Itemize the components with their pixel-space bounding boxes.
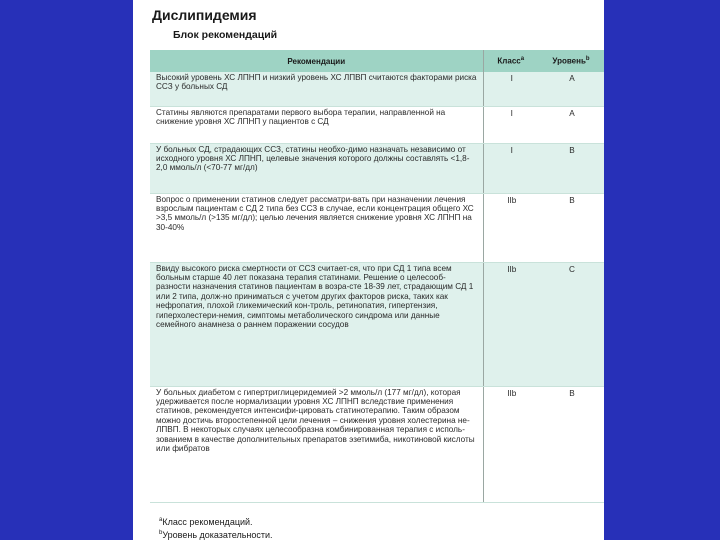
footnotes: [159, 515, 273, 540]
row-class: IIb: [483, 386, 538, 502]
header-level: [538, 50, 604, 72]
table-header-row: [150, 50, 604, 72]
footnote-marker: a: [159, 517, 163, 523]
row-recommendation-text: Вопрос о применении статинов следует рассматри-вать при назначении лечения взрослым пациентам с СД 2 типа без ССЗ в случае, если концентрация общего ХС >3,5 ммоль/л (>135 мг/дл); целью лечения является снижение уровня ХС ЛПНП на 30-40%: [150, 193, 483, 262]
row-level: B: [538, 143, 604, 193]
document-page: [133, 0, 604, 540]
footnote-text: Уровень доказательности.: [162, 530, 273, 540]
header-recommendations: Рекомендации: [150, 50, 483, 72]
document-title: Дислипидемия: [152, 7, 257, 23]
row-recommendation-text: У больных СД, страдающих ССЗ, статины необхо-димо назначать независимо от исходного уровня ХС ЛПНП, целевые значения которого должны составлять <1,8-2,0 ммоль/л (<70-77 мг/дл): [150, 143, 483, 193]
row-level: C: [538, 262, 604, 386]
header-class-sup: a: [520, 56, 525, 63]
row-level: A: [538, 106, 604, 143]
footnote-marker: b: [159, 530, 163, 536]
row-recommendation-text: У больных диабетом с гипертриглицеридемией >2 ммоль/л (177 мг/дл), которая удерживается после нормализации уровня ХС ЛПНП вследствие применения статинов, рекомендуется интенсифи-цировать статинотерапию. Таким образом можно достичь второстепенной цели лечения – снижения уровня холестерина не-ЛПВП. В некоторых случаях целесообразна комбинированная терапия с исполь-зованием в качестве дополнительных препаратов эзетимиба, никотиновой кислоты или фибратов: [150, 386, 483, 502]
table-row: [150, 72, 604, 106]
recommendations-table: [150, 50, 604, 503]
row-class: IIb: [483, 193, 538, 262]
table-row: [150, 193, 604, 262]
footnote-level: [159, 528, 273, 540]
table-row: [150, 143, 604, 193]
header-level-label: Уровень: [552, 56, 586, 66]
row-recommendation-text: Высокий уровень ХС ЛПНП и низкий уровень ХС ЛПВП считаются факторами риска ССЗ у больных СД: [150, 72, 483, 106]
footnote-text: Класс рекомендаций.: [162, 517, 253, 527]
row-class: I: [483, 143, 538, 193]
row-class: I: [483, 72, 538, 106]
header-level-sup: b: [585, 56, 590, 63]
row-level: B: [538, 386, 604, 502]
row-class: I: [483, 106, 538, 143]
row-recommendation-text: Статины являются препаратами первого выбора терапии, направленной на снижение уровня ХС ЛПНП у пациентов с СД: [150, 106, 483, 143]
table-row: [150, 386, 604, 502]
row-level: A: [538, 72, 604, 106]
header-class-label: Класс: [497, 56, 521, 66]
row-level: B: [538, 193, 604, 262]
document-subtitle: Блок рекомендаций: [173, 29, 278, 41]
footnote-class: [159, 515, 273, 528]
row-class: IIb: [483, 262, 538, 386]
table-row: [150, 106, 604, 143]
row-recommendation-text: Ввиду высокого риска смертности от ССЗ считает-ся, что при СД 1 типа всем больным старше 40 лет показана терапия статинами. Решение о целесооб-разности назначения статинов пациентам в возра-сте 18-39 лет, страдающим СД 1 или 2 типа, долж-но приниматься с учетом других факторов риска, таких как нефропатия, плохой гликемический кон-троль, ретинопатия, гипертензия, гиперхолестери-немия, симптомы метаболического синдрома или данные семейного анамнеза о раннем поражении сосудов: [150, 262, 483, 386]
table-row: [150, 262, 604, 386]
header-class: [483, 50, 538, 72]
